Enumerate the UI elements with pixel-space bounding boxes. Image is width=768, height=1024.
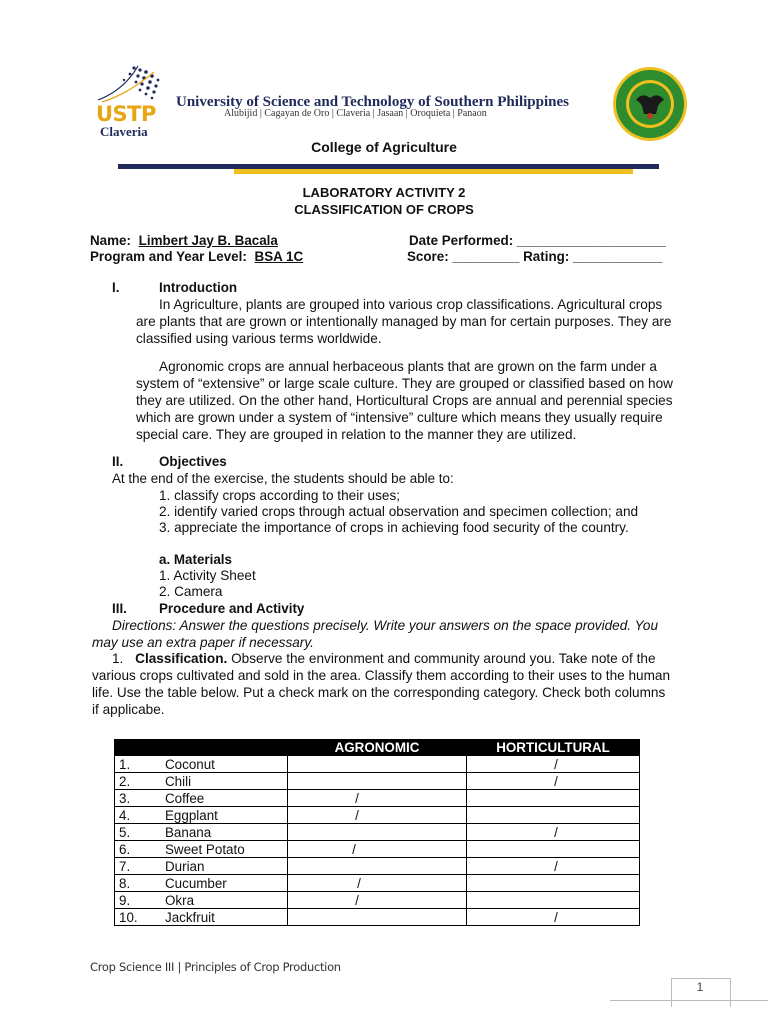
name-value: Limbert Jay B. Bacala (138, 233, 278, 248)
horticultural-mark: / (467, 773, 640, 790)
procedure-number: III. (112, 601, 127, 616)
crop-cell (115, 892, 288, 909)
table-row (115, 790, 640, 807)
materials-heading: a. Materials (159, 552, 232, 567)
crop-name: Banana (165, 824, 212, 840)
row-number: 5. (119, 824, 131, 840)
agronomic-mark: / (288, 790, 467, 807)
objectives-heading: Objectives (159, 454, 227, 469)
table-row (115, 807, 640, 824)
crop-name: Eggplant (165, 807, 218, 823)
crop-cell (115, 824, 288, 841)
table-row (115, 909, 640, 926)
horticultural-mark: / (467, 756, 640, 773)
row-number: 4. (119, 807, 131, 823)
crop-cell (115, 841, 288, 858)
crop-name: Chili (165, 773, 192, 789)
activity-title-line1: LABORATORY ACTIVITY 2 (302, 185, 466, 200)
classification-instructions: 1. Classification. Observe the environment and community around you. Take note of the various crops cultivated and sold in the area. Classify them according to their uses to the human life. Use the table below. Put a check mark on the corresponding category. Check both columns if applicabe. (92, 651, 671, 717)
step-number: 1. (112, 651, 124, 666)
intro-paragraph-2: Agronomic crops are annual herbaceous plants that are grown on the farm under a system of “extensive” or large scale culture. They are grouped or classified based on how they are utilized. On the other hand, Horticultural Crops are annual and perennial species which are grown under a system of “intensive” culture which means they usually require special care. They are grouped in relation to the manner they are utilized. (136, 359, 673, 442)
agronomic-mark: / (288, 807, 467, 824)
table-row (115, 858, 640, 875)
crop-cell (115, 807, 288, 824)
step-label: Classification. (135, 651, 228, 666)
agronomic-mark (288, 756, 467, 773)
crop-cell (115, 756, 288, 773)
crop-cell (115, 773, 288, 790)
table-row (115, 756, 640, 773)
horticultural-mark (467, 875, 640, 892)
directions-text: Directions: Answer the questions precisely. Write your answers on the space provided. You may use an extra paper if necessary. (92, 618, 659, 650)
row-number: 10. (119, 909, 138, 925)
college-name: College of Agriculture (311, 139, 457, 155)
header-divider-gold (234, 169, 633, 174)
intro-number: I. (112, 280, 120, 295)
header-horticultural: HORTICULTURAL (467, 740, 640, 756)
row-number: 9. (119, 892, 131, 908)
score-rating-field: Score: _________ Rating: ____________ (407, 249, 663, 264)
campus-list: Alubijid | Cagayan de Oro | Claveria | Jasaan | Oroquieta | Panaon (224, 108, 487, 119)
objectives-number: II. (112, 454, 124, 469)
table-row (115, 892, 640, 909)
agronomic-mark (288, 909, 467, 926)
list-item: 1. Activity Sheet (159, 568, 256, 583)
row-number: 2. (119, 773, 131, 789)
horticultural-mark (467, 790, 640, 807)
ustp-logo-text: USTP (96, 102, 156, 126)
row-number: 1. (119, 756, 131, 772)
crop-cell (115, 875, 288, 892)
program-field (90, 249, 303, 264)
name-label: Name: (90, 233, 131, 248)
header-agronomic: AGRONOMIC (288, 740, 467, 756)
list-item: 2. Camera (159, 584, 223, 599)
table-row (115, 824, 640, 841)
crop-name: Okra (165, 892, 195, 908)
date-performed-field: Date Performed: ____________________ (409, 233, 666, 248)
name-field (90, 233, 278, 248)
row-number: 7. (119, 858, 131, 874)
crop-cell (115, 909, 288, 926)
list-item: 1. classify crops according to their uses; (159, 488, 401, 503)
horticultural-mark (467, 892, 640, 909)
agronomic-mark (288, 858, 467, 875)
activity-title-line2: CLASSIFICATION OF CROPS (294, 202, 474, 217)
crop-name: Jackfruit (165, 909, 215, 925)
crop-name: Sweet Potato (165, 841, 245, 857)
crop-classification-table (114, 739, 640, 926)
row-number: 8. (119, 875, 131, 891)
agronomic-mark: / (288, 841, 467, 858)
intro-heading: Introduction (159, 280, 238, 295)
crop-name: Cucumber (165, 875, 227, 891)
program-value: BSA 1C (254, 249, 304, 264)
table-row (115, 773, 640, 790)
crop-cell (115, 858, 288, 875)
footer-text: Crop Science III | Principles of Crop Production (90, 960, 341, 974)
horticultural-mark (467, 841, 640, 858)
horticultural-mark: / (467, 909, 640, 926)
table-row (115, 875, 640, 892)
page-number: 1 (696, 980, 704, 994)
materials-list (159, 568, 256, 600)
header-crop (115, 740, 288, 756)
procedure-heading: Procedure and Activity (159, 601, 305, 616)
row-number: 3. (119, 790, 131, 806)
table-row (115, 841, 640, 858)
objectives-lead: At the end of the exercise, the students should be able to: (112, 471, 454, 486)
crop-cell (115, 790, 288, 807)
activity-title (0, 184, 768, 218)
row-number: 6. (119, 841, 131, 857)
crop-name: Durian (165, 858, 205, 874)
list-item: 2. identify varied crops through actual observation and specimen collection; and (159, 504, 639, 519)
campus-label: Claveria (100, 124, 148, 139)
university-name: University of Science and Technology of Southern Philippines (176, 94, 569, 110)
college-seal-icon (612, 66, 688, 142)
objectives-list (159, 488, 638, 536)
crop-name: Coffee (165, 790, 205, 806)
agronomic-mark (288, 824, 467, 841)
horticultural-mark: / (467, 824, 640, 841)
horticultural-mark: / (467, 858, 640, 875)
agronomic-mark: / (288, 892, 467, 909)
crop-name: Coconut (165, 756, 215, 772)
intro-paragraph-1: In Agriculture, plants are grouped into various crop classifications. Agricultural crops are plants that are grown or intentionally managed by man for certain purposes. They are classified using various terms worldwide. (136, 297, 672, 346)
agronomic-mark: / (288, 875, 467, 892)
table-header-row (115, 740, 640, 756)
list-item: 3. appreciate the importance of crops in achieving food security of the country. (159, 520, 629, 535)
agronomic-mark (288, 773, 467, 790)
horticultural-mark (467, 807, 640, 824)
program-label: Program and Year Level: (90, 249, 247, 264)
